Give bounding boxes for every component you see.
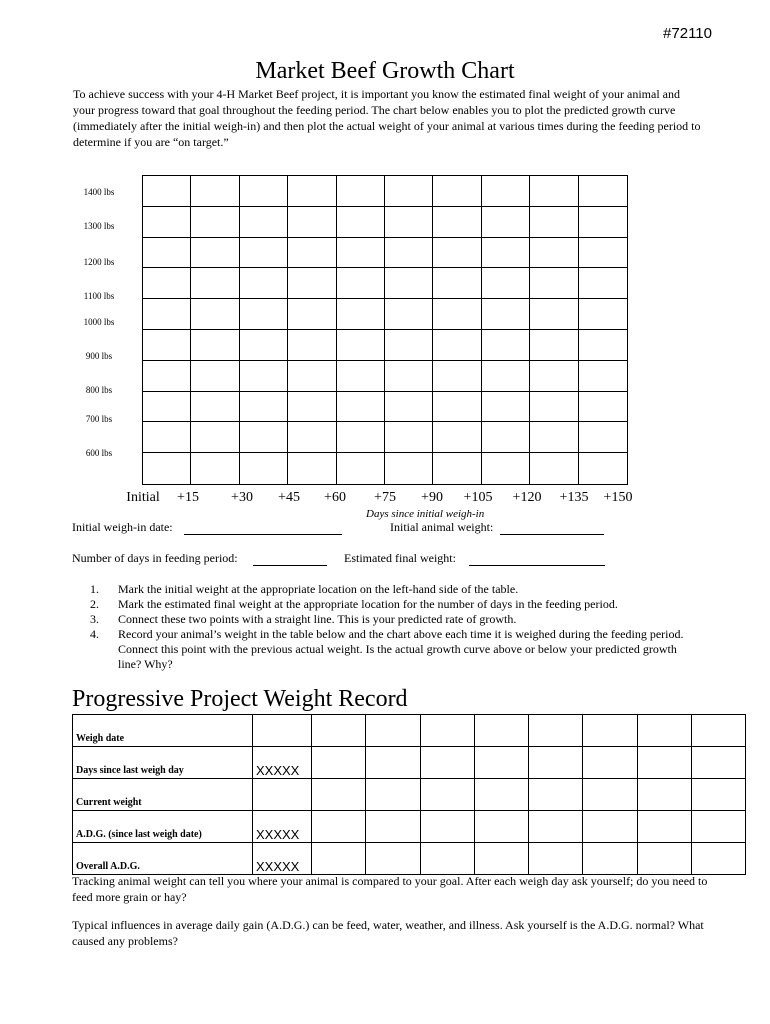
record-cell[interactable] [691, 843, 745, 875]
record-row [73, 715, 746, 747]
record-cell[interactable] [583, 779, 637, 811]
record-row [73, 747, 746, 779]
record-cell[interactable] [474, 779, 528, 811]
instruction-text: Record your animal’s weight in the table below and the chart above each time it is weighed during the feeding period. Connect this point with the previous actual weight. Is the actual growth curve above or below your predicted growth line? Why? [118, 627, 684, 671]
estimated-final-weight-field[interactable] [344, 551, 605, 566]
grid-cell[interactable] [337, 268, 385, 299]
grid-cell[interactable] [191, 361, 239, 392]
initial-animal-weight-blank[interactable] [500, 522, 604, 535]
record-cell[interactable] [420, 715, 474, 747]
grid-cell[interactable] [143, 330, 191, 361]
grid-cell[interactable] [433, 392, 481, 423]
grid-cell[interactable] [579, 453, 627, 484]
record-cell[interactable] [420, 843, 474, 875]
instruction-item [90, 627, 690, 672]
grid-cell[interactable] [482, 392, 530, 423]
record-title: Progressive Project Weight Record [72, 686, 408, 712]
record-cell[interactable] [529, 779, 583, 811]
instruction-text: Connect these two points with a straight line. This is your predicted rate of growth. [118, 612, 517, 626]
page-title: Market Beef Growth Chart [255, 58, 515, 84]
grid-cell[interactable] [579, 268, 627, 299]
grid-cell[interactable] [530, 392, 578, 423]
initial-weighin-date-label: Initial weigh-in date: [72, 520, 173, 534]
grid-cell[interactable] [579, 422, 627, 453]
grid-cell[interactable] [288, 361, 336, 392]
grid-cell[interactable] [433, 176, 481, 207]
record-cell[interactable] [583, 747, 637, 779]
instruction-number: 2. [90, 597, 99, 611]
growth-chart-grid[interactable] [142, 175, 628, 485]
grid-cell[interactable] [288, 207, 336, 238]
record-cell[interactable] [366, 747, 420, 779]
grid-cell[interactable] [288, 330, 336, 361]
grid-cell[interactable] [530, 176, 578, 207]
x-tick-label: +45 [278, 490, 300, 505]
grid-cell[interactable] [385, 392, 433, 423]
grid-cell[interactable] [288, 453, 336, 484]
grid-cell[interactable] [385, 330, 433, 361]
grid-cell[interactable] [433, 330, 481, 361]
record-row [73, 811, 746, 843]
tracking-paragraph: Tracking animal weight can tell you where your animal is compared to your goal. After each weigh day ask yourself; do you need to feed more grain or hay? [72, 874, 708, 904]
record-cell[interactable] [253, 779, 312, 811]
record-cell[interactable] [474, 811, 528, 843]
instruction-text: Mark the initial weight at the appropriate location on the left-hand side of the table. [118, 582, 519, 596]
instruction-number: 1. [90, 582, 99, 596]
record-cell[interactable] [691, 779, 745, 811]
record-cell[interactable] [637, 811, 691, 843]
x-tick-label: +90 [421, 490, 443, 505]
grid-cell[interactable] [191, 176, 239, 207]
grid-cell[interactable] [433, 361, 481, 392]
grid-cell[interactable] [579, 238, 627, 269]
grid-cell[interactable] [143, 422, 191, 453]
grid-cell[interactable] [482, 207, 530, 238]
record-cell[interactable] [366, 811, 420, 843]
grid-cell[interactable] [240, 268, 288, 299]
x-tick-label: +75 [374, 490, 396, 505]
grid-cell[interactable] [337, 238, 385, 269]
grid-cell[interactable] [482, 299, 530, 330]
grid-cell[interactable] [579, 361, 627, 392]
record-cell[interactable] [312, 715, 366, 747]
x-tick-label: +120 [512, 490, 542, 505]
record-cell[interactable] [312, 811, 366, 843]
initial-animal-weight-label: Initial animal weight: [390, 520, 494, 534]
record-cell[interactable] [366, 843, 420, 875]
grid-cell[interactable] [530, 453, 578, 484]
x-tick-label: +60 [324, 490, 346, 505]
grid-cell[interactable] [433, 422, 481, 453]
record-cell: XXXXX [253, 843, 312, 875]
y-tick-label: 1100 lbs [83, 291, 115, 301]
initial-weighin-date-blank[interactable] [184, 522, 342, 535]
grid-cell[interactable] [337, 453, 385, 484]
days-feeding-period-blank[interactable] [253, 553, 327, 566]
x-tick-label: +105 [463, 490, 493, 505]
grid-cell[interactable] [191, 238, 239, 269]
grid-cell[interactable] [579, 330, 627, 361]
x-tick-label: +15 [177, 490, 199, 505]
y-tick-label: 600 lbs [85, 448, 113, 458]
grid-cell[interactable] [337, 330, 385, 361]
grid-cell[interactable] [482, 361, 530, 392]
grid-cell[interactable] [433, 238, 481, 269]
grid-cell[interactable] [433, 268, 481, 299]
grid-cell[interactable] [337, 361, 385, 392]
grid-cell[interactable] [385, 176, 433, 207]
record-row [73, 779, 746, 811]
grid-cell[interactable] [288, 238, 336, 269]
grid-cell[interactable] [530, 268, 578, 299]
grid-cell[interactable] [240, 361, 288, 392]
grid-cell[interactable] [191, 392, 239, 423]
record-cell[interactable] [637, 843, 691, 875]
record-cell[interactable] [312, 779, 366, 811]
grid-cell[interactable] [482, 176, 530, 207]
grid-cell[interactable] [385, 207, 433, 238]
grid-cell[interactable] [482, 453, 530, 484]
grid-cell[interactable] [240, 422, 288, 453]
record-cell[interactable] [529, 811, 583, 843]
grid-cell[interactable] [143, 453, 191, 484]
record-cell: XXXXX [253, 811, 312, 843]
record-cell[interactable] [691, 747, 745, 779]
record-row-label: Days since last weigh day [73, 747, 253, 779]
grid-cell[interactable] [579, 392, 627, 423]
grid-cell[interactable] [579, 176, 627, 207]
x-tick-label: +150 [603, 490, 633, 505]
grid-cell[interactable] [191, 422, 239, 453]
estimated-final-weight-label: Estimated final weight: [344, 551, 456, 565]
grid-cell[interactable] [530, 361, 578, 392]
grid-cell[interactable] [240, 453, 288, 484]
grid-cell[interactable] [240, 238, 288, 269]
grid-cell[interactable] [143, 299, 191, 330]
grid-cell[interactable] [240, 330, 288, 361]
grid-cell[interactable] [143, 361, 191, 392]
record-cell[interactable] [529, 747, 583, 779]
record-cell[interactable] [253, 715, 312, 747]
y-tick-label: 900 lbs [85, 351, 113, 361]
grid-cell[interactable] [385, 453, 433, 484]
record-cell[interactable] [366, 715, 420, 747]
record-cell[interactable] [583, 715, 637, 747]
record-row [73, 843, 746, 875]
instructions-list [90, 582, 690, 672]
grid-cell[interactable] [385, 299, 433, 330]
record-cell: XXXXX [253, 747, 312, 779]
record-cell[interactable] [474, 715, 528, 747]
grid-cell[interactable] [191, 453, 239, 484]
record-cell[interactable] [583, 843, 637, 875]
grid-cell[interactable] [143, 268, 191, 299]
grid-cell[interactable] [288, 176, 336, 207]
record-cell[interactable] [474, 747, 528, 779]
grid-cell[interactable] [530, 299, 578, 330]
y-tick-label: 1200 lbs [83, 257, 115, 267]
y-tick-label: 800 lbs [85, 385, 113, 395]
grid-cell[interactable] [240, 176, 288, 207]
grid-cell[interactable] [288, 299, 336, 330]
grid-cell[interactable] [385, 361, 433, 392]
grid-cell[interactable] [433, 299, 481, 330]
grid-cell[interactable] [482, 422, 530, 453]
grid-cell[interactable] [530, 207, 578, 238]
grid-cell[interactable] [482, 268, 530, 299]
estimated-final-weight-blank[interactable] [469, 553, 605, 566]
grid-cell[interactable] [385, 238, 433, 269]
y-tick-label: 1300 lbs [83, 221, 115, 231]
grid-cell[interactable] [288, 268, 336, 299]
grid-cell[interactable] [579, 299, 627, 330]
record-cell[interactable] [312, 843, 366, 875]
days-feeding-period-field[interactable] [72, 551, 327, 566]
record-cell[interactable] [637, 747, 691, 779]
y-tick-label: 700 lbs [85, 414, 113, 424]
grid-cell[interactable] [191, 330, 239, 361]
grid-cell[interactable] [433, 207, 481, 238]
grid-cell[interactable] [482, 238, 530, 269]
y-tick-label: 1000 lbs [83, 317, 115, 327]
initial-weighin-date-field[interactable] [72, 520, 342, 535]
instruction-item [90, 612, 690, 627]
grid-cell[interactable] [385, 268, 433, 299]
intro-paragraph: To achieve success with your 4-H Market Beef project, it is important you know the estimated final weight of your animal and your progress toward that goal throughout the feeding period. The chart below enables you to plot the predicted growth curve (immediately after the initial weigh-in) and then plot the actual weight of your animal at various times during the feeding period to determine if you are “on target.” [73, 87, 701, 149]
grid-cell[interactable] [385, 422, 433, 453]
grid-cell[interactable] [240, 207, 288, 238]
record-cell[interactable] [529, 843, 583, 875]
record-cell[interactable] [366, 779, 420, 811]
record-row-label: Weigh date [73, 715, 253, 747]
grid-cell[interactable] [482, 330, 530, 361]
grid-cell[interactable] [530, 422, 578, 453]
record-cell[interactable] [637, 715, 691, 747]
grid-cell[interactable] [337, 392, 385, 423]
record-cell[interactable] [420, 779, 474, 811]
record-cell[interactable] [691, 715, 745, 747]
grid-cell[interactable] [337, 176, 385, 207]
instruction-number: 3. [90, 612, 99, 626]
grid-cell[interactable] [433, 453, 481, 484]
form-number: #72110 [663, 25, 712, 42]
record-row-label: Overall A.D.G. [73, 843, 253, 875]
grid-cell[interactable] [337, 422, 385, 453]
record-row-label: Current weight [73, 779, 253, 811]
instruction-item [90, 597, 690, 612]
weight-record-table [72, 714, 746, 875]
grid-cell[interactable] [530, 238, 578, 269]
grid-cell[interactable] [143, 238, 191, 269]
grid-cell[interactable] [579, 207, 627, 238]
grid-cell[interactable] [143, 207, 191, 238]
influences-paragraph: Typical influences in average daily gain (A.D.G.) can be feed, water, weather, and illness. Ask yourself is the A.D.G. normal? What caused any problems? [72, 918, 704, 948]
record-cell[interactable] [583, 811, 637, 843]
grid-cell[interactable] [288, 422, 336, 453]
grid-cell[interactable] [143, 392, 191, 423]
x-tick-label: +135 [559, 490, 589, 505]
grid-cell[interactable] [240, 392, 288, 423]
record-cell[interactable] [637, 779, 691, 811]
record-cell[interactable] [420, 747, 474, 779]
grid-cell[interactable] [240, 299, 288, 330]
y-tick-label: 1400 lbs [83, 187, 115, 197]
grid-cell[interactable] [191, 207, 239, 238]
x-tick-label: Initial [126, 490, 160, 505]
record-cell[interactable] [420, 811, 474, 843]
grid-cell[interactable] [191, 268, 239, 299]
x-axis-title: Days since initial weigh-in [366, 508, 485, 520]
grid-cell[interactable] [337, 207, 385, 238]
grid-cell[interactable] [143, 176, 191, 207]
instruction-number: 4. [90, 627, 99, 641]
days-feeding-period-label: Number of days in feeding period: [72, 551, 238, 565]
record-cell[interactable] [312, 747, 366, 779]
record-row-label: A.D.G. (since last weigh date) [73, 811, 253, 843]
record-cell[interactable] [529, 715, 583, 747]
initial-animal-weight-field[interactable] [390, 520, 604, 535]
x-tick-label: +30 [231, 490, 253, 505]
grid-cell[interactable] [191, 299, 239, 330]
instruction-text: Mark the estimated final weight at the appropriate location for the number of days in the feeding period. [118, 597, 618, 611]
record-cell[interactable] [691, 811, 745, 843]
grid-cell[interactable] [337, 299, 385, 330]
instruction-item [90, 582, 690, 597]
record-cell[interactable] [474, 843, 528, 875]
grid-cell[interactable] [288, 392, 336, 423]
grid-cell[interactable] [530, 330, 578, 361]
